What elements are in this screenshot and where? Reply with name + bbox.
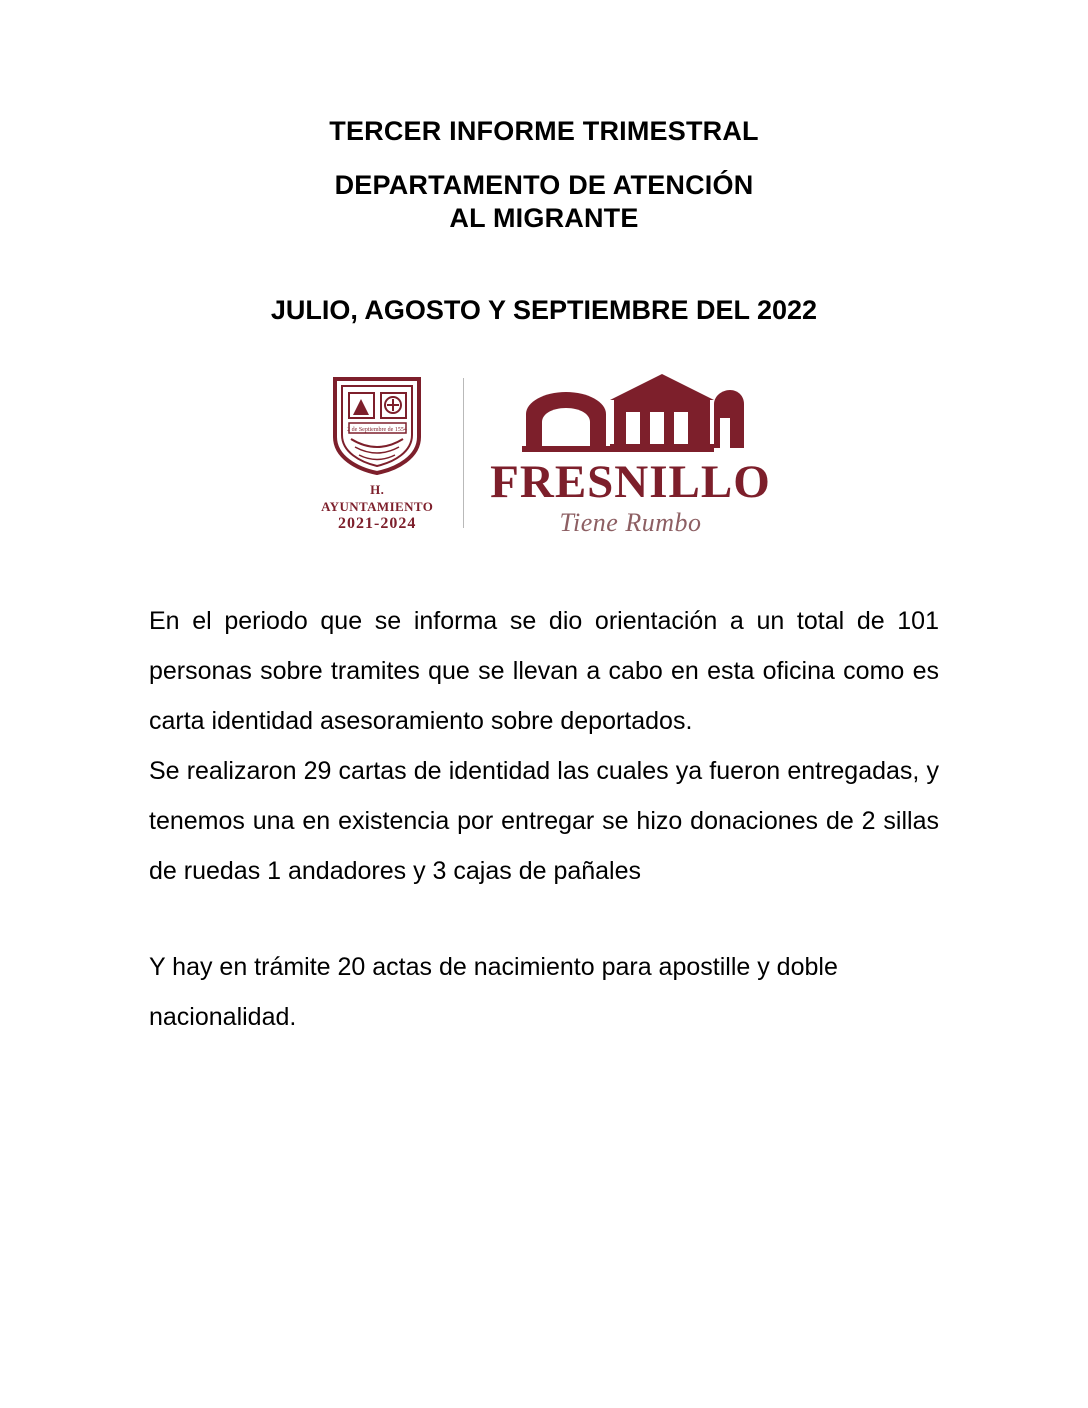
fresnillo-brand (490, 368, 771, 538)
crest-caption: H. AYUNTAMIENTO (321, 482, 434, 514)
title-block (0, 0, 1088, 326)
page-title-line-1: TERCER INFORME TRIMESTRAL (329, 116, 759, 146)
municipal-crest (317, 373, 437, 533)
brand-slogan: Tiene Rumbo (559, 508, 702, 537)
paragraph-1: En el periodo que se informa se dio orientación a un total de 101 personas sobre tramites que se llevan a cabo en esta oficina como es carta identidad asesoramiento sobre deportados. (149, 607, 939, 735)
logo-divider (463, 378, 464, 528)
paragraph-3: Y hay en trámite 20 actas de nacimiento para apostille y doble nacionalidad. (149, 953, 838, 1031)
paragraph-2: Se realizaron 29 cartas de identidad las cuales ya fueron entregadas, y tenemos una en existencia por entregar se hizo donaciones de 2 sillas de ruedas 1 andadores y 3 cajas de pañales (149, 757, 939, 885)
crest-shield-icon (325, 373, 429, 477)
logo-row (0, 368, 1088, 538)
page-title-line-2: DEPARTAMENTO DE ATENCIÓN (334, 170, 754, 200)
brand-wordmark: FRESNILLO (490, 456, 771, 508)
page-subtitle: JULIO, AGOSTO Y SEPTIEMBRE DEL 2022 (270, 295, 818, 325)
page-title-line-3: AL MIGRANTE (449, 203, 639, 233)
arches-icon (514, 368, 746, 457)
body-text (149, 538, 939, 1042)
svg-text:2 de Septiembre de 1554: 2 de Septiembre de 1554 (347, 427, 407, 434)
crest-years: 2021-2024 (338, 514, 417, 532)
paragraph-spacer (149, 896, 939, 942)
